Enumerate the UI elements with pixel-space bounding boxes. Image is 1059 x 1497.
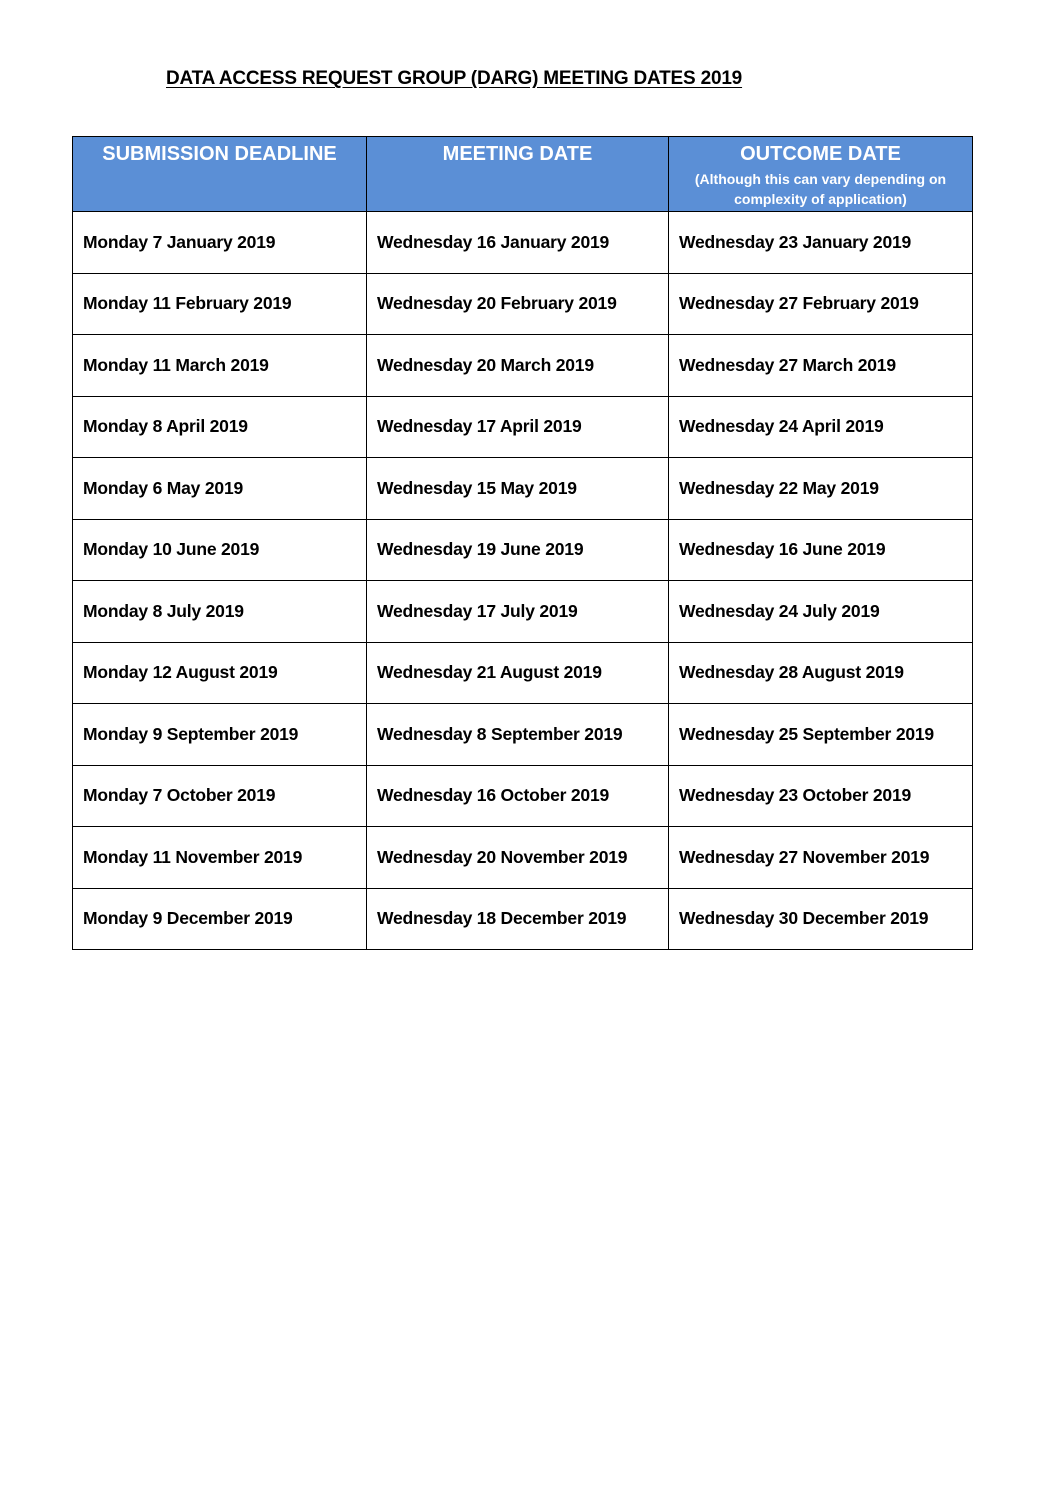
meeting-date-cell: Wednesday 17 April 2019: [367, 396, 669, 458]
submission-deadline-cell: Monday 12 August 2019: [73, 642, 367, 704]
meeting-dates-table: [72, 136, 973, 950]
submission-deadline-cell: Monday 6 May 2019: [73, 458, 367, 520]
outcome-date-cell: Wednesday 23 January 2019: [669, 212, 973, 274]
outcome-date-cell: Wednesday 27 November 2019: [669, 827, 973, 889]
header-outcome-label: OUTCOME DATE: [740, 143, 901, 165]
table-row: [73, 827, 973, 889]
submission-deadline-cell: Monday 11 February 2019: [73, 273, 367, 335]
submission-deadline-cell: Monday 10 June 2019: [73, 519, 367, 581]
page-title: DATA ACCESS REQUEST GROUP (DARG) MEETING DATES 2019: [166, 68, 743, 89]
header-meeting-label: MEETING DATE: [442, 143, 593, 165]
submission-deadline-cell: Monday 11 November 2019: [73, 827, 367, 889]
submission-deadline-cell: Monday 11 March 2019: [73, 335, 367, 397]
table-row: [73, 396, 973, 458]
table-row: [73, 273, 973, 335]
meeting-date-cell: Wednesday 16 January 2019: [367, 212, 669, 274]
meeting-date-cell: Wednesday 19 June 2019: [367, 519, 669, 581]
outcome-date-cell: Wednesday 24 July 2019: [669, 581, 973, 643]
table-row: [73, 519, 973, 581]
outcome-date-cell: Wednesday 24 April 2019: [669, 396, 973, 458]
meeting-date-cell: Wednesday 18 December 2019: [367, 888, 669, 950]
table-row: [73, 458, 973, 520]
table-row: [73, 335, 973, 397]
meeting-date-cell: Wednesday 20 February 2019: [367, 273, 669, 335]
meeting-date-cell: Wednesday 20 November 2019: [367, 827, 669, 889]
header-submission-deadline: [73, 137, 367, 212]
table-header-row: [73, 137, 973, 212]
submission-deadline-cell: Monday 7 October 2019: [73, 765, 367, 827]
submission-deadline-cell: Monday 9 September 2019: [73, 704, 367, 766]
meeting-date-cell: Wednesday 21 August 2019: [367, 642, 669, 704]
table-row: [73, 765, 973, 827]
submission-deadline-cell: Monday 7 January 2019: [73, 212, 367, 274]
table-row: [73, 888, 973, 950]
outcome-date-cell: Wednesday 16 June 2019: [669, 519, 973, 581]
outcome-date-cell: Wednesday 28 August 2019: [669, 642, 973, 704]
header-meeting-date: [367, 137, 669, 212]
outcome-date-cell: Wednesday 23 October 2019: [669, 765, 973, 827]
meeting-date-cell: Wednesday 20 March 2019: [367, 335, 669, 397]
outcome-date-cell: Wednesday 30 December 2019: [669, 888, 973, 950]
meeting-date-cell: Wednesday 17 July 2019: [367, 581, 669, 643]
meeting-date-cell: Wednesday 8 September 2019: [367, 704, 669, 766]
submission-deadline-cell: Monday 8 April 2019: [73, 396, 367, 458]
table-row: [73, 642, 973, 704]
meeting-date-cell: Wednesday 15 May 2019: [367, 458, 669, 520]
submission-deadline-cell: Monday 9 December 2019: [73, 888, 367, 950]
header-outcome-note: (Although this can vary depending on complexity of application): [694, 171, 947, 207]
outcome-date-cell: Wednesday 27 February 2019: [669, 273, 973, 335]
table-row: [73, 212, 973, 274]
header-outcome-date: [669, 137, 973, 212]
table-row: [73, 704, 973, 766]
submission-deadline-cell: Monday 8 July 2019: [73, 581, 367, 643]
meeting-date-cell: Wednesday 16 October 2019: [367, 765, 669, 827]
outcome-date-cell: Wednesday 25 September 2019: [669, 704, 973, 766]
outcome-date-cell: Wednesday 22 May 2019: [669, 458, 973, 520]
header-submission-label: SUBMISSION DEADLINE: [102, 143, 337, 165]
outcome-date-cell: Wednesday 27 March 2019: [669, 335, 973, 397]
table-row: [73, 581, 973, 643]
